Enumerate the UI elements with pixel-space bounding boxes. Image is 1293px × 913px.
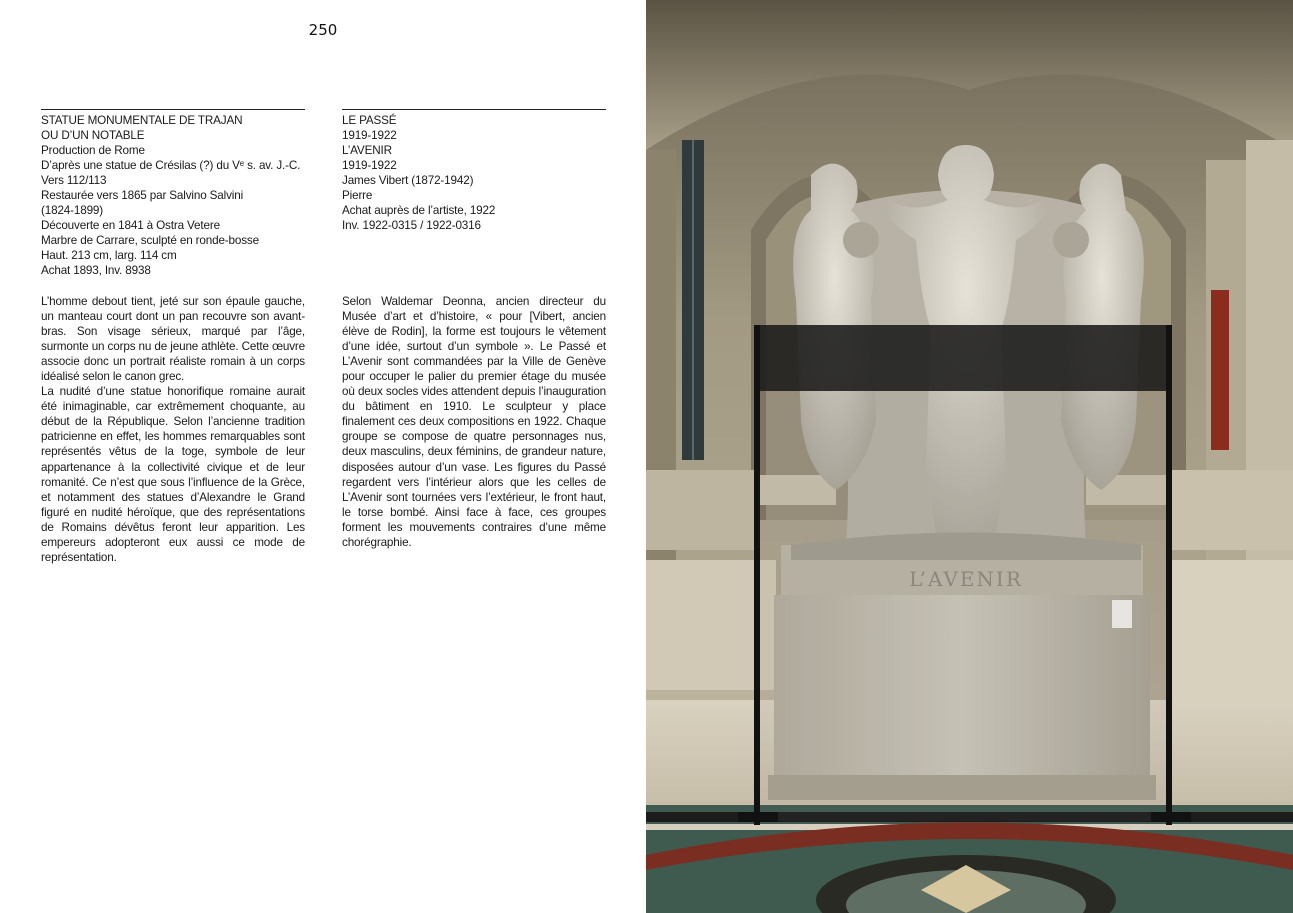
caption-date: Vers 112/113 [41, 174, 107, 187]
caption-material: Marbre de Carrare, sculpté en ronde-bosse [41, 234, 259, 247]
artwork-caption-avenir [342, 113, 606, 233]
divider-rule [41, 109, 305, 110]
caption-title-2: L’AVENIR [342, 144, 392, 157]
caption-inventory: Achat 1893, Inv. 8938 [41, 264, 151, 277]
sculpture-photo [646, 0, 1293, 913]
caption-date: 1919-1922 [342, 129, 397, 142]
glass-barrier [756, 391, 1172, 821]
body-text-avenir [342, 294, 606, 550]
artwork-caption-trajan [41, 113, 305, 278]
caption-acquisition: Achat auprès de l’artiste, 1922 [342, 204, 496, 217]
caption-restoration: Restaurée vers 1865 par Salvino Salvini [41, 189, 244, 202]
barrier-post-left [754, 325, 760, 825]
caption-title: LE PASSÉ [342, 114, 397, 127]
plinth-inscription: L’AVENIR [909, 567, 1023, 591]
caption-restorer-dates: (1824-1899) [41, 204, 104, 217]
right-column [342, 109, 606, 550]
left-page [0, 0, 646, 913]
divider-rule [342, 109, 606, 110]
paragraph: La nudité d’une statue honorifique romaine aurait été inimaginable, car extrêmement choquante, au début de la République. Selon l’ancienne tradition patricienne en effet, les hommes remarquables sont représentés vêtus de la toge, symbole de leur appartenance à la collectivité civique et de leur romanité. Ce n’est que sous l’influence de la Grèce, et notamment des statues d’Alexandre le Grand figuré en nudité héroïque, que des représentations de Romains dévêtus feront leur apparition. Les empereurs adopteront eux aussi ce mode de représentation. [41, 385, 305, 564]
paragraph: L’homme debout tient, jeté sur son épaule gauche, un manteau court dont un pan recouvre son avant-bras. Son visage sérieux, marqué par l’âge, surmonte un corps nu de jeune athlète. Cette œuvre associe donc un portrait réaliste romain à un corps idéalisé selon le canon grec. [41, 295, 305, 384]
caption-dimensions: Haut. 213 cm, larg. 114 cm [41, 249, 177, 262]
paragraph: Selon Waldemar Deonna, ancien directeur du Musée d’art et d’histoire, « pour [Vibert, ancien élève de Rodin], la forme est toujours le vêtement d’une idée, surtout d’un symbole ». Le Passé et L’Avenir sont commandées par la Ville de Genève pour occuper le palier du premier étage du musée où deux socles vides attendent depuis l’inauguration du bâtiment en 1910. Le sculpteur y place finalement ces deux compositions en 1922. Chaque groupe se compose de quatre personnages nus, deux masculins, deux féminins, de grandeur nature, disposées autour d’un vase. Les figures du Passé regardent vers l’intérieur alors que les celles de L’Avenir sont tournées vers l’extérieur, le front haut, le torse bombé. Ainsi face à face, ces groupes forment les mouvements contraires d’une même chorégraphie. [342, 295, 606, 549]
caption-date-2: 1919-1922 [342, 159, 397, 172]
caption-discovery: Découverte en 1841 à Ostra Vetere [41, 219, 220, 232]
page-number: 250 [308, 21, 338, 39]
caption-title-cont: OU D’UN NOTABLE [41, 129, 145, 142]
balustrade-left [646, 470, 756, 550]
balustrade-right [1166, 470, 1293, 550]
caption-inventory: Inv. 1922-0315 / 1922-0316 [342, 219, 481, 232]
caption-material: Pierre [342, 189, 373, 202]
photo-illustration [646, 0, 1293, 913]
body-text-trajan [41, 294, 305, 565]
barrier-top-band [756, 325, 1172, 391]
caption-after: D’après une statue de Crésilas (?) du Vᵉ s. av. J.-C. [41, 159, 301, 172]
barrier-post-right [1166, 325, 1172, 825]
caption-origin: Production de Rome [41, 144, 145, 157]
caption-title: STATUE MONUMENTALE DE TRAJAN [41, 114, 243, 127]
caption-artist: James Vibert (1872-1942) [342, 174, 474, 187]
left-column [41, 109, 305, 565]
painting [1211, 290, 1229, 450]
stair-wall-right [1166, 560, 1293, 705]
